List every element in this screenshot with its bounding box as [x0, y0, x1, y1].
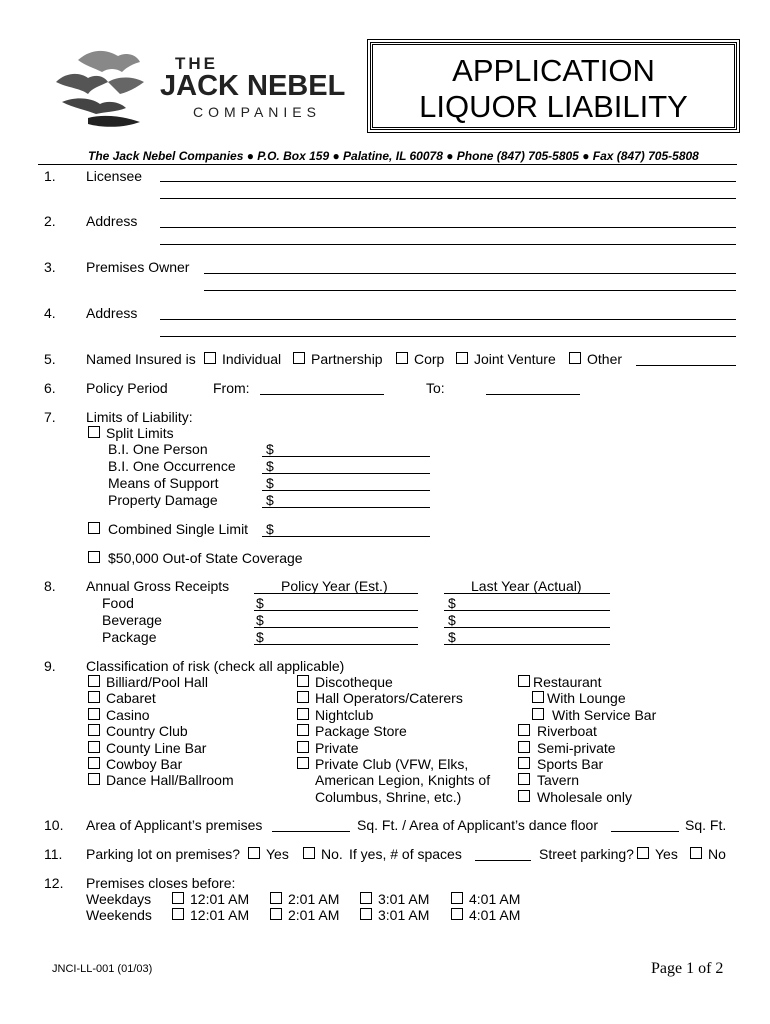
casino-label: Casino [106, 707, 150, 723]
owner-address-field-2[interactable] [160, 336, 736, 337]
dollar-sign: $ [266, 441, 274, 457]
address-field[interactable] [160, 227, 736, 228]
q5-number: 5. [44, 351, 56, 367]
restaurant-label: Restaurant [533, 674, 602, 690]
weekdays-label: Weekdays [86, 891, 152, 907]
policy-to-field[interactable] [486, 394, 580, 395]
food-policy-field[interactable] [254, 610, 418, 611]
time-label: 3:01 AM [378, 891, 430, 907]
cabaret-label: Cabaret [106, 690, 156, 706]
private-checkbox[interactable] [297, 741, 309, 753]
package-store-label: Package Store [315, 723, 407, 739]
dollar-sign: $ [448, 595, 456, 611]
q12-number: 12. [44, 875, 64, 891]
private-club-label: Private Club (VFW, Elks, [315, 756, 469, 772]
q7-number: 7. [44, 409, 56, 425]
q6-label: Policy Period [86, 380, 168, 396]
with-lounge-label: With Lounge [547, 690, 626, 706]
q10-number: 10. [44, 817, 64, 833]
other-field[interactable] [636, 365, 736, 366]
food-last-field[interactable] [444, 610, 610, 611]
bi-one-person-field[interactable] [262, 456, 430, 457]
premises-owner-field-2[interactable] [204, 290, 736, 291]
time-label: 2:01 AM [288, 891, 340, 907]
restaurant-checkbox[interactable] [518, 675, 530, 687]
q8-number: 8. [44, 578, 56, 594]
joint-venture-checkbox[interactable] [456, 352, 468, 364]
parking-no-checkbox[interactable] [303, 847, 315, 859]
weekends-label: Weekends [86, 907, 152, 923]
package-store-checkbox[interactable] [297, 724, 309, 736]
semi-private-label: Semi-private [537, 740, 616, 756]
q9-number: 9. [44, 658, 56, 674]
dance-floor-area-field[interactable] [611, 831, 679, 832]
contact-line: The Jack Nebel Companies ● P.O. Box 159 ● Palatine, IL 60078 ● Phone (847) 705-5805 ● Fax (847) 705-5808 [88, 149, 699, 163]
beverage-last-field[interactable] [444, 627, 610, 628]
street-parking-label: Street parking? [539, 846, 634, 862]
riverboat-label: Riverboat [537, 723, 597, 739]
package-policy-field[interactable] [254, 644, 418, 645]
logo-companies-text: COMPANIES [193, 104, 321, 120]
q1-number: 1. [44, 168, 56, 184]
q11-number: 11. [44, 846, 63, 862]
sports-bar-checkbox[interactable] [518, 757, 530, 769]
package-last-field[interactable] [444, 644, 610, 645]
weekends-1201-checkbox[interactable] [172, 908, 184, 920]
policy-year-rule [254, 593, 418, 594]
private-label: Private [315, 740, 359, 756]
wholesale-label: Wholesale only [537, 789, 632, 805]
street-yes-checkbox[interactable] [637, 847, 649, 859]
last-year-header: Last Year (Actual) [471, 578, 582, 594]
dollar-sign: $ [256, 629, 264, 645]
street-no-label: No [708, 846, 726, 862]
with-lounge-checkbox[interactable] [532, 691, 544, 703]
with-service-bar-label: With Service Bar [552, 707, 657, 723]
other-label: Other [587, 351, 623, 367]
q7-label: Limits of Liability: [86, 409, 193, 425]
licensee-field[interactable] [160, 181, 736, 182]
spaces-field[interactable] [475, 860, 531, 861]
time-label: 4:01 AM [469, 891, 521, 907]
beverage-policy-field[interactable] [254, 627, 418, 628]
weekends-401-checkbox[interactable] [451, 908, 463, 920]
partnership-label: Partnership [311, 351, 383, 367]
dollar-sign: $ [256, 595, 264, 611]
country-club-checkbox[interactable] [88, 724, 100, 736]
street-yes-label: Yes [655, 846, 678, 862]
dollar-sign: $ [256, 612, 264, 628]
food-label: Food [102, 595, 134, 611]
individual-checkbox[interactable] [204, 352, 216, 364]
dollar-sign: $ [448, 612, 456, 628]
last-year-rule [444, 593, 610, 594]
q2-label: Address [86, 213, 138, 229]
property-damage-label: Property Damage [108, 492, 218, 508]
q11-label: Parking lot on premises? [86, 846, 241, 862]
time-label: 3:01 AM [378, 907, 430, 923]
csl-label: Combined Single Limit [108, 521, 249, 537]
q6-number: 6. [44, 380, 56, 396]
title-line-2: LIQUOR LIABILITY [419, 89, 688, 124]
q8-label: Annual Gross Receipts [86, 578, 230, 594]
weekdays-401-checkbox[interactable] [451, 892, 463, 904]
q1-label: Licensee [86, 168, 143, 184]
q9-label: Classification of risk (check all applicable) [86, 658, 345, 674]
semi-private-checkbox[interactable] [518, 741, 530, 753]
q10-label: Area of Applicant’s premises [86, 817, 263, 833]
dance-hall-label: Dance Hall/Ballroom [106, 772, 234, 788]
hall-operators-label: Hall Operators/Caterers [315, 690, 463, 706]
weekdays-301-checkbox[interactable] [360, 892, 372, 904]
means-of-support-field[interactable] [262, 490, 430, 491]
parking-no-label: No. [321, 846, 343, 862]
billiard-label: Billiard/Pool Hall [106, 674, 208, 690]
discotheque-label: Discotheque [315, 674, 393, 690]
title-box [370, 42, 737, 130]
parking-yes-label: Yes [266, 846, 289, 862]
partnership-checkbox[interactable] [293, 352, 305, 364]
q3-number: 3. [44, 259, 56, 275]
company-logo-graphic [48, 42, 163, 132]
q3-label: Premises Owner [86, 259, 190, 275]
bi-one-occurrence-field[interactable] [262, 473, 430, 474]
time-label: 4:01 AM [469, 907, 521, 923]
csl-checkbox[interactable] [88, 522, 100, 534]
nightclub-label: Nightclub [315, 707, 374, 723]
csl-field[interactable] [262, 536, 430, 537]
dollar-sign: $ [266, 458, 274, 474]
page-number: Page 1 of 2 [651, 960, 724, 977]
cowboy-bar-checkbox[interactable] [88, 757, 100, 769]
dollar-sign: $ [266, 492, 274, 508]
to-label: To: [426, 380, 445, 396]
tavern-checkbox[interactable] [518, 773, 530, 785]
time-label: 12:01 AM [190, 891, 250, 907]
q5-label: Named Insured is [86, 351, 196, 367]
spaces-label: If yes, # of spaces [349, 846, 462, 862]
means-of-support-label: Means of Support [108, 475, 219, 491]
split-limits-checkbox[interactable] [88, 426, 100, 438]
from-label: From: [213, 380, 250, 396]
q4-label: Address [86, 305, 138, 321]
q10-mid-label: Sq. Ft. / Area of Applicant’s dance floor [357, 817, 598, 833]
with-service-bar-checkbox[interactable] [532, 708, 544, 720]
country-club-label: Country Club [106, 723, 188, 739]
licensee-field-2[interactable] [160, 198, 736, 199]
county-line-bar-checkbox[interactable] [88, 741, 100, 753]
split-limits-label: Split Limits [106, 425, 174, 441]
weekdays-201-checkbox[interactable] [270, 892, 282, 904]
outstate-label: $50,000 Out-of State Coverage [108, 550, 303, 566]
bi-one-occurrence-label: B.I. One Occurrence [108, 458, 236, 474]
riverboat-checkbox[interactable] [518, 724, 530, 736]
cabaret-checkbox[interactable] [88, 691, 100, 703]
logo-name-text: JACK NEBEL [160, 70, 346, 102]
time-label: 2:01 AM [288, 907, 340, 923]
joint-venture-label: Joint Venture [474, 351, 556, 367]
other-checkbox[interactable] [569, 352, 581, 364]
address-field-2[interactable] [160, 244, 736, 245]
dollar-sign: $ [266, 475, 274, 491]
individual-label: Individual [222, 351, 282, 367]
dollar-sign: $ [266, 521, 274, 537]
form-code: JNCI-LL-001 (01/03) [52, 963, 153, 975]
weekdays-1201-checkbox[interactable] [172, 892, 184, 904]
policy-from-field[interactable] [260, 394, 384, 395]
wholesale-checkbox[interactable] [518, 790, 530, 802]
time-label: 12:01 AM [190, 907, 250, 923]
street-no-checkbox[interactable] [690, 847, 702, 859]
hall-operators-checkbox[interactable] [297, 691, 309, 703]
private-club-label-cont: Columbus, Shrine, etc.) [315, 789, 462, 805]
casino-checkbox[interactable] [88, 708, 100, 720]
policy-year-header: Policy Year (Est.) [281, 578, 388, 594]
outstate-checkbox[interactable] [88, 551, 100, 563]
header-rule [38, 164, 737, 165]
discotheque-checkbox[interactable] [297, 675, 309, 687]
dollar-sign: $ [448, 629, 456, 645]
billiard-checkbox[interactable] [88, 675, 100, 687]
beverage-label: Beverage [102, 612, 162, 628]
bi-one-person-label: B.I. One Person [108, 441, 208, 457]
county-line-bar-label: County Line Bar [106, 740, 207, 756]
weekends-201-checkbox[interactable] [270, 908, 282, 920]
owner-address-field[interactable] [160, 319, 736, 320]
weekends-301-checkbox[interactable] [360, 908, 372, 920]
nightclub-checkbox[interactable] [297, 708, 309, 720]
corp-checkbox[interactable] [396, 352, 408, 364]
q10-end-label: Sq. Ft. [685, 817, 727, 833]
q12-label: Premises closes before: [86, 875, 236, 891]
dance-hall-checkbox[interactable] [88, 773, 100, 785]
package-label: Package [102, 629, 157, 645]
parking-yes-checkbox[interactable] [248, 847, 260, 859]
logo-the-text: THE [175, 54, 218, 73]
q4-number: 4. [44, 305, 56, 321]
premises-owner-field[interactable] [204, 273, 736, 274]
private-club-label-cont: American Legion, Knights of [315, 772, 491, 788]
premises-area-field[interactable] [272, 831, 350, 832]
corp-label: Corp [414, 351, 445, 367]
tavern-label: Tavern [537, 772, 580, 788]
sports-bar-label: Sports Bar [537, 756, 604, 772]
q2-number: 2. [44, 213, 56, 229]
cowboy-bar-label: Cowboy Bar [106, 756, 183, 772]
title-line-1: APPLICATION [452, 53, 655, 88]
private-club-checkbox[interactable] [297, 757, 309, 769]
property-damage-field[interactable] [262, 507, 430, 508]
